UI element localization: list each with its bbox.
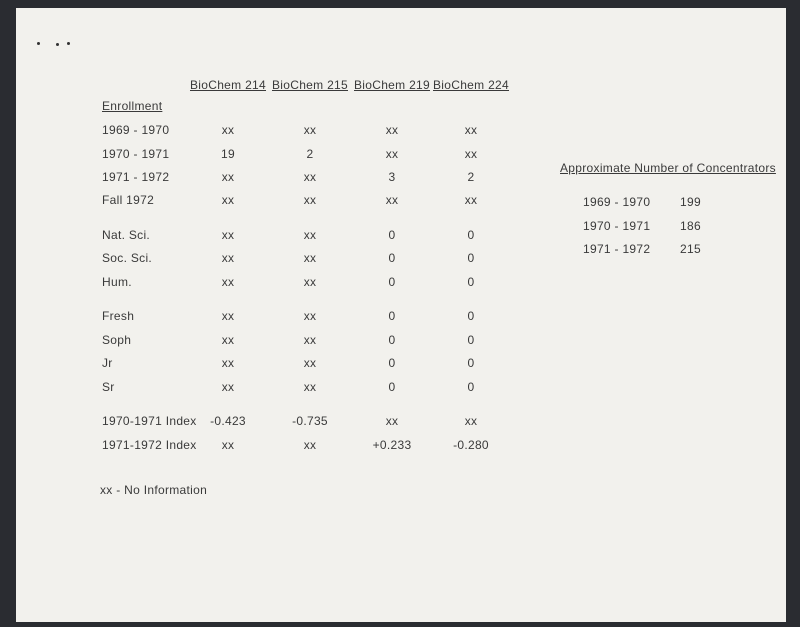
table-cell: xx [303,438,317,452]
table-cell: xx [303,380,317,394]
table-cell: xx [303,123,317,137]
table-cell: xx [385,414,399,428]
speck [37,42,40,45]
footnote: xx - No Information [100,483,208,497]
table-cell: 0 [467,356,475,370]
row-label: Soph [102,333,132,347]
table-cell: 0 [388,275,396,289]
table-cell: xx [464,193,478,207]
table-cell: 0 [467,380,475,394]
table-cell: xx [464,414,478,428]
row-label: 1970 - 1971 [102,147,170,161]
row-label: Nat. Sci. [102,228,151,242]
table-cell: 0 [388,228,396,242]
table-cell: xx [221,438,235,452]
concentrator-year: 1969 - 1970 [583,195,651,209]
table-cell: xx [303,228,317,242]
row-label: Hum. [102,275,132,289]
table-cell: -0.280 [453,438,489,452]
concentrator-count: 186 [680,219,701,233]
column-header: BioChem 215 [271,78,349,92]
table-cell: xx [221,123,235,137]
speck [56,43,59,46]
table-cell: xx [221,309,235,323]
table-cell: xx [385,147,399,161]
row-label: Jr [102,356,113,370]
column-header: BioChem 219 [353,78,431,92]
table-cell: xx [385,193,399,207]
table-cell: xx [303,193,317,207]
column-header: BioChem 224 [432,78,510,92]
row-label: Fall 1972 [102,193,155,207]
table-cell: xx [221,251,235,265]
row-label: 1971 - 1972 [102,170,170,184]
concentrator-year: 1971 - 1972 [583,242,651,256]
table-cell: 0 [467,333,475,347]
table-cell: xx [221,275,235,289]
table-cell: xx [385,123,399,137]
table-cell: xx [221,228,235,242]
row-label: 1969 - 1970 [102,123,170,137]
table-cell: xx [303,170,317,184]
table-cell: xx [303,356,317,370]
table-cell: xx [464,123,478,137]
table-cell: xx [303,251,317,265]
column-header: BioChem 214 [189,78,267,92]
table-cell: xx [464,147,478,161]
table-cell: 0 [388,356,396,370]
table-cell: 19 [221,147,235,161]
table-cell: 0 [467,275,475,289]
table-cell: 2 [467,170,475,184]
table-cell: xx [303,333,317,347]
table-cell: xx [221,380,235,394]
row-label: Sr [102,380,115,394]
table-cell: 0 [388,251,396,265]
table-cell: 0 [467,251,475,265]
table-cell: -0.735 [292,414,328,428]
table-cell: 0 [467,228,475,242]
table-cell: 2 [306,147,314,161]
table-cell: xx [221,193,235,207]
table-cell: 0 [467,309,475,323]
row-label: 1970-1971 Index [102,414,197,428]
row-label: Fresh [102,309,135,323]
concentrators-title: Approximate Number of Concentrators [560,161,776,175]
speck [67,42,70,45]
table-cell: -0.423 [210,414,246,428]
table-cell: 0 [388,309,396,323]
concentrator-count: 199 [680,195,701,209]
table-cell: xx [221,333,235,347]
table-cell: 0 [388,380,396,394]
table-cell: xx [303,275,317,289]
table-cell: 3 [388,170,396,184]
row-label: Soc. Sci. [102,251,153,265]
table-cell: xx [221,170,235,184]
table-cell: +0.233 [372,438,412,452]
table-cell: xx [303,309,317,323]
table-cell: xx [221,356,235,370]
concentrator-year: 1970 - 1971 [583,219,651,233]
section-title: Enrollment [102,99,163,113]
concentrator-count: 215 [680,242,701,256]
row-label: 1971-1972 Index [102,438,197,452]
table-cell: 0 [388,333,396,347]
